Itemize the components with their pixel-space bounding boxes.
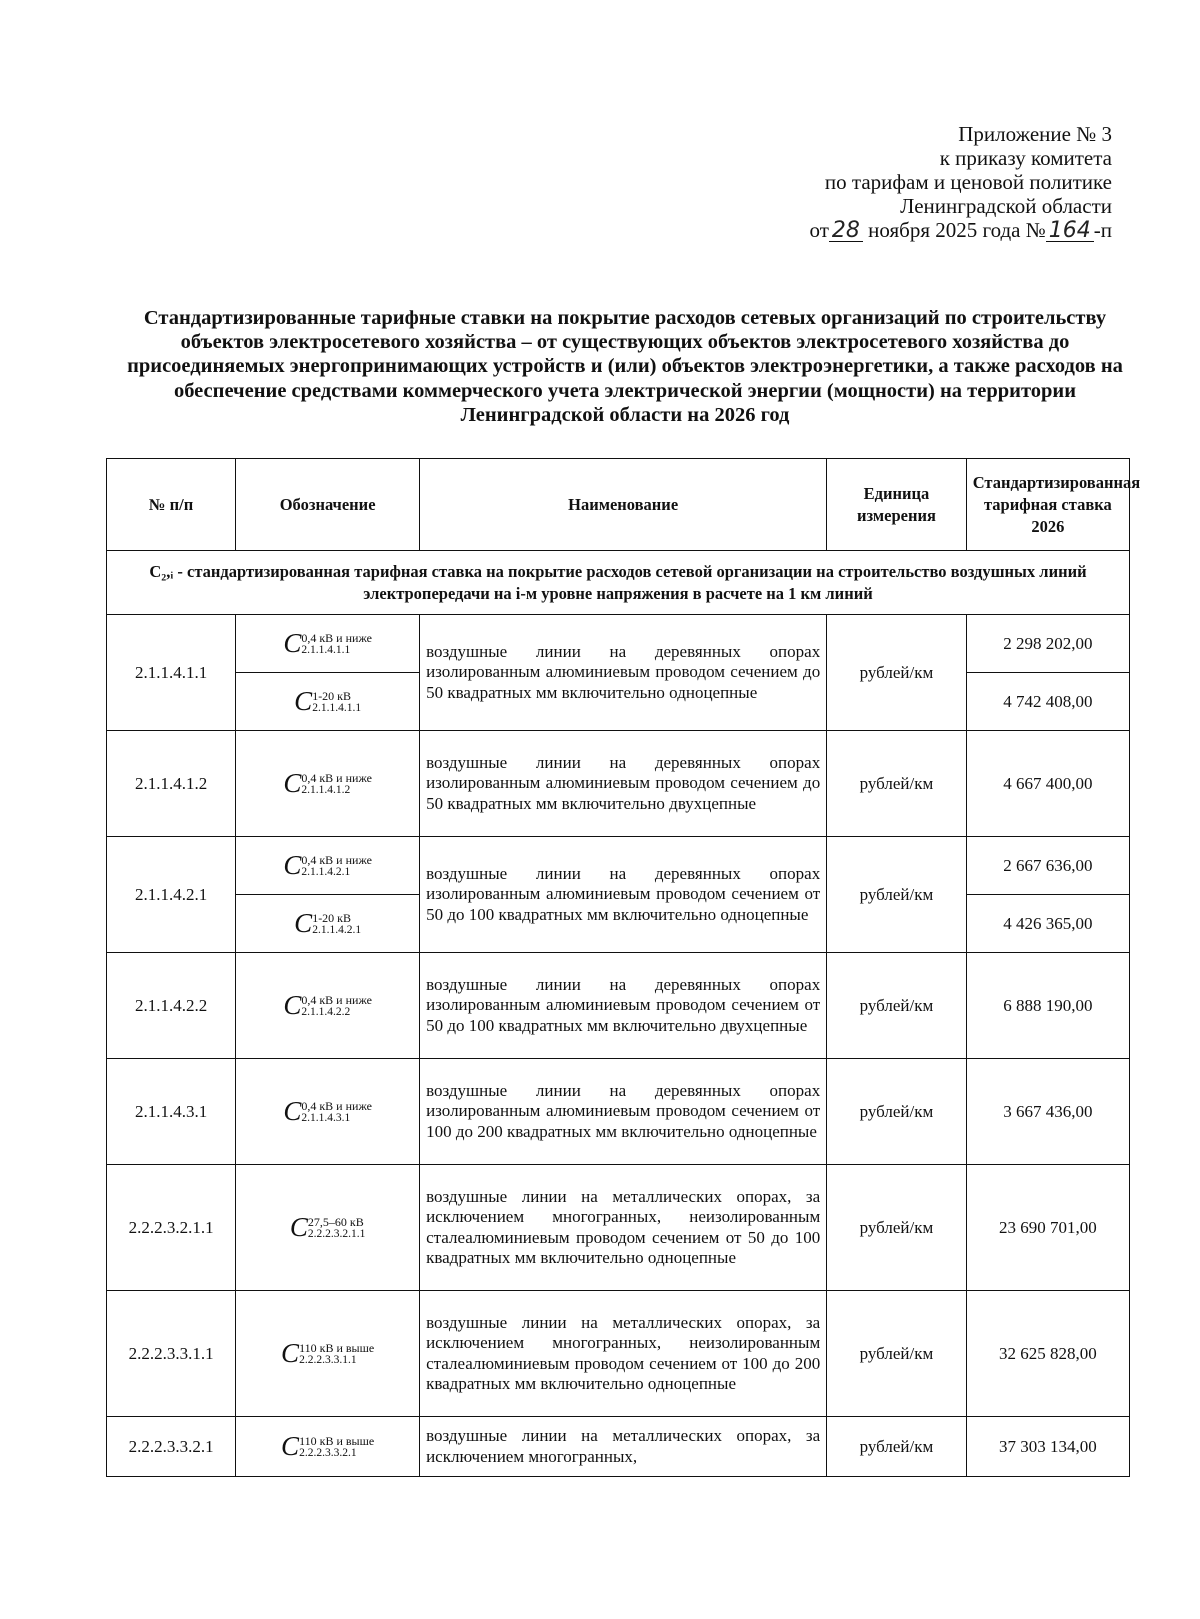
symbol-subscript: 2.1.1.4.3.1 bbox=[301, 1111, 351, 1124]
symbol-c: C bbox=[283, 990, 302, 1020]
row-description: воздушные линии на металлических опорах, за исключением многогранных, неизолированным сталеалюминиевым проводом сечением от 100 до 200 квадратных мм включительно одноцепные bbox=[420, 1291, 827, 1417]
row-rate: 32 625 828,00 bbox=[966, 1291, 1129, 1417]
row-unit: рублей/км bbox=[827, 953, 967, 1059]
row-number: 2.1.1.4.3.1 bbox=[107, 1059, 236, 1165]
document-title: Стандартизированные тарифные ставки на покрытие расходов сетевых организаций по строительству объектов электросетевого хозяйства – от существующих объектов электросетевого хозяйства до присоединяемых энергопринимающих устройств и (или) объектов электроэнергетики, а также расходов на обеспечение средствами коммерческого учета электрической энергии (мощности) на территории Ленинградской области на 2026 год bbox=[127, 307, 1123, 426]
table-row bbox=[107, 1165, 1130, 1291]
header-unit: Единица измерения bbox=[827, 459, 967, 551]
row-rate: 6 888 190,00 bbox=[966, 953, 1129, 1059]
symbol-c: C bbox=[283, 850, 302, 880]
row-rate: 2 667 636,00 bbox=[966, 837, 1129, 895]
symbol-superscript: 27,5–60 кВ bbox=[307, 1214, 364, 1229]
rate-designation bbox=[236, 615, 420, 673]
table-row bbox=[107, 837, 1130, 895]
row-unit: рублей/км bbox=[827, 837, 967, 953]
rate-designation bbox=[236, 953, 420, 1059]
table-row bbox=[107, 1291, 1130, 1417]
tariff-table bbox=[106, 458, 1141, 1477]
row-unit: рублей/км bbox=[827, 1291, 967, 1417]
row-rate: 3 667 436,00 bbox=[966, 1059, 1129, 1165]
header-name: Наименование bbox=[420, 459, 827, 551]
symbol-c: C bbox=[289, 1212, 308, 1242]
row-unit: рублей/км bbox=[827, 1165, 967, 1291]
row-unit: рублей/км bbox=[827, 1417, 967, 1477]
row-number: 2.1.1.4.2.2 bbox=[107, 953, 236, 1059]
row-rate: 4 426 365,00 bbox=[966, 895, 1129, 953]
appendix-number: Приложение № 3 bbox=[958, 122, 1112, 146]
rate-designation bbox=[236, 731, 420, 837]
section-caption: C₂,ᵢ - стандартизированная тарифная ставка на покрытие расходов сетевой организации на строительство воздушных линий электропередачи на i-м уровне напряжения в расчете на 1 км линий bbox=[107, 551, 1130, 615]
symbol-c: C bbox=[283, 1096, 302, 1126]
symbol-subscript: 2.2.2.3.2.1.1 bbox=[307, 1227, 366, 1240]
symbol-subscript: 2.2.2.3.3.1.1 bbox=[299, 1353, 357, 1366]
appendix-committee: по тарифам и ценовой политике bbox=[824, 170, 1112, 194]
symbol-c: C bbox=[283, 768, 302, 798]
row-unit: рублей/км bbox=[827, 1059, 967, 1165]
row-number: 2.1.1.4.1.2 bbox=[107, 731, 236, 837]
handwritten-day: 28 bbox=[829, 221, 863, 242]
appendix-order-ref: к приказу комитета bbox=[939, 146, 1112, 170]
section-row bbox=[107, 551, 1130, 615]
symbol-superscript: 110 кВ и выше bbox=[299, 1340, 375, 1355]
symbol-superscript: 1-20 кВ bbox=[312, 688, 352, 703]
symbol-c: C bbox=[294, 686, 313, 716]
row-description: воздушные линии на деревянных опорах изолированным алюминиевым проводом сечением до 50 квадратных мм включительно одноцепные bbox=[420, 615, 827, 731]
symbol-superscript: 0,4 кВ и ниже bbox=[301, 1098, 372, 1113]
rate-designation bbox=[236, 1417, 420, 1477]
row-description: воздушные линии на металлических опорах, за исключением многогранных, bbox=[420, 1417, 827, 1477]
symbol-c: C bbox=[281, 1338, 300, 1368]
date-middle: ноября 2025 года № bbox=[868, 218, 1046, 242]
rate-designation bbox=[236, 1291, 420, 1417]
row-rate: 2 298 202,00 bbox=[966, 615, 1129, 673]
rate-designation bbox=[236, 673, 420, 731]
row-description: воздушные линии на деревянных опорах изолированным алюминиевым проводом сечением от 100 до 200 квадратных мм включительно одноцепные bbox=[420, 1059, 827, 1165]
symbol-c: C bbox=[283, 628, 302, 658]
table-row bbox=[107, 1059, 1130, 1165]
rate-designation bbox=[236, 1059, 420, 1165]
row-number: 2.1.1.4.2.1 bbox=[107, 837, 236, 953]
row-rate: 37 303 134,00 bbox=[966, 1417, 1129, 1477]
handwritten-order-number: 164 bbox=[1046, 221, 1094, 242]
symbol-subscript: 2.1.1.4.2.1 bbox=[301, 865, 351, 878]
table-row bbox=[107, 731, 1130, 837]
table-body bbox=[107, 551, 1130, 1477]
symbol-c: C bbox=[294, 908, 313, 938]
row-description: воздушные линии на деревянных опорах изолированным алюминиевым проводом сечением от 50 до 100 квадратных мм включительно двухцепные bbox=[420, 953, 827, 1059]
row-rate: 4 742 408,00 bbox=[966, 673, 1129, 731]
row-number: 2.2.2.3.3.1.1 bbox=[107, 1291, 236, 1417]
symbol-subscript: 2.1.1.4.1.1 bbox=[301, 643, 351, 656]
row-description: воздушные линии на деревянных опорах изолированным алюминиевым проводом сечением от 50 до 100 квадратных мм включительно одноцепные bbox=[420, 837, 827, 953]
symbol-subscript: 2.1.1.4.2.1 bbox=[312, 923, 362, 936]
symbol-superscript: 0,4 кВ и ниже bbox=[301, 770, 372, 785]
row-number: 2.1.1.4.1.1 bbox=[107, 615, 236, 731]
symbol-superscript: 0,4 кВ и ниже bbox=[301, 992, 372, 1007]
row-number: 2.2.2.3.3.2.1 bbox=[107, 1417, 236, 1477]
rate-designation bbox=[236, 895, 420, 953]
table-header-row bbox=[107, 459, 1130, 551]
table-row bbox=[107, 953, 1130, 1059]
symbol-subscript: 2.1.1.4.1.2 bbox=[301, 783, 351, 796]
appendix-header bbox=[809, 122, 1112, 242]
rate-designation bbox=[236, 837, 420, 895]
header-rate: Стандартизированная тарифная ставка 2026 bbox=[966, 459, 1129, 551]
symbol-subscript: 2.1.1.4.1.1 bbox=[312, 701, 362, 714]
rate-designation bbox=[236, 1165, 420, 1291]
appendix-region: Ленинградской области bbox=[900, 194, 1112, 218]
symbol-subscript: 2.1.1.4.2.2 bbox=[301, 1005, 351, 1018]
row-rate: 4 667 400,00 bbox=[966, 731, 1129, 837]
table-row bbox=[107, 615, 1130, 673]
symbol-subscript: 2.2.2.3.3.2.1 bbox=[299, 1446, 357, 1459]
row-unit: рублей/км bbox=[827, 731, 967, 837]
row-description: воздушные линии на металлических опорах, за исключением многогранных, неизолированным сталеалюминиевым проводом сечением от 50 до 100 квадратных мм включительно одноцепные bbox=[420, 1165, 827, 1291]
symbol-c: C bbox=[281, 1431, 300, 1461]
symbol-superscript: 0,4 кВ и ниже bbox=[301, 630, 372, 645]
order-suffix: -п bbox=[1093, 218, 1112, 242]
header-designation: Обозначение bbox=[236, 459, 420, 551]
header-num: № п/п bbox=[107, 459, 236, 551]
row-unit: рублей/км bbox=[827, 615, 967, 731]
row-rate: 23 690 701,00 bbox=[966, 1165, 1129, 1291]
table-row bbox=[107, 1417, 1130, 1477]
row-description: воздушные линии на деревянных опорах изолированным алюминиевым проводом сечением до 50 квадратных мм включительно двухцепные bbox=[420, 731, 827, 837]
symbol-superscript: 0,4 кВ и ниже bbox=[301, 852, 372, 867]
date-prefix: от bbox=[809, 218, 829, 242]
appendix-date-line bbox=[809, 218, 1112, 242]
symbol-superscript: 1-20 кВ bbox=[312, 910, 352, 925]
symbol-superscript: 110 кВ и выше bbox=[299, 1433, 375, 1448]
row-number: 2.2.2.3.2.1.1 bbox=[107, 1165, 236, 1291]
